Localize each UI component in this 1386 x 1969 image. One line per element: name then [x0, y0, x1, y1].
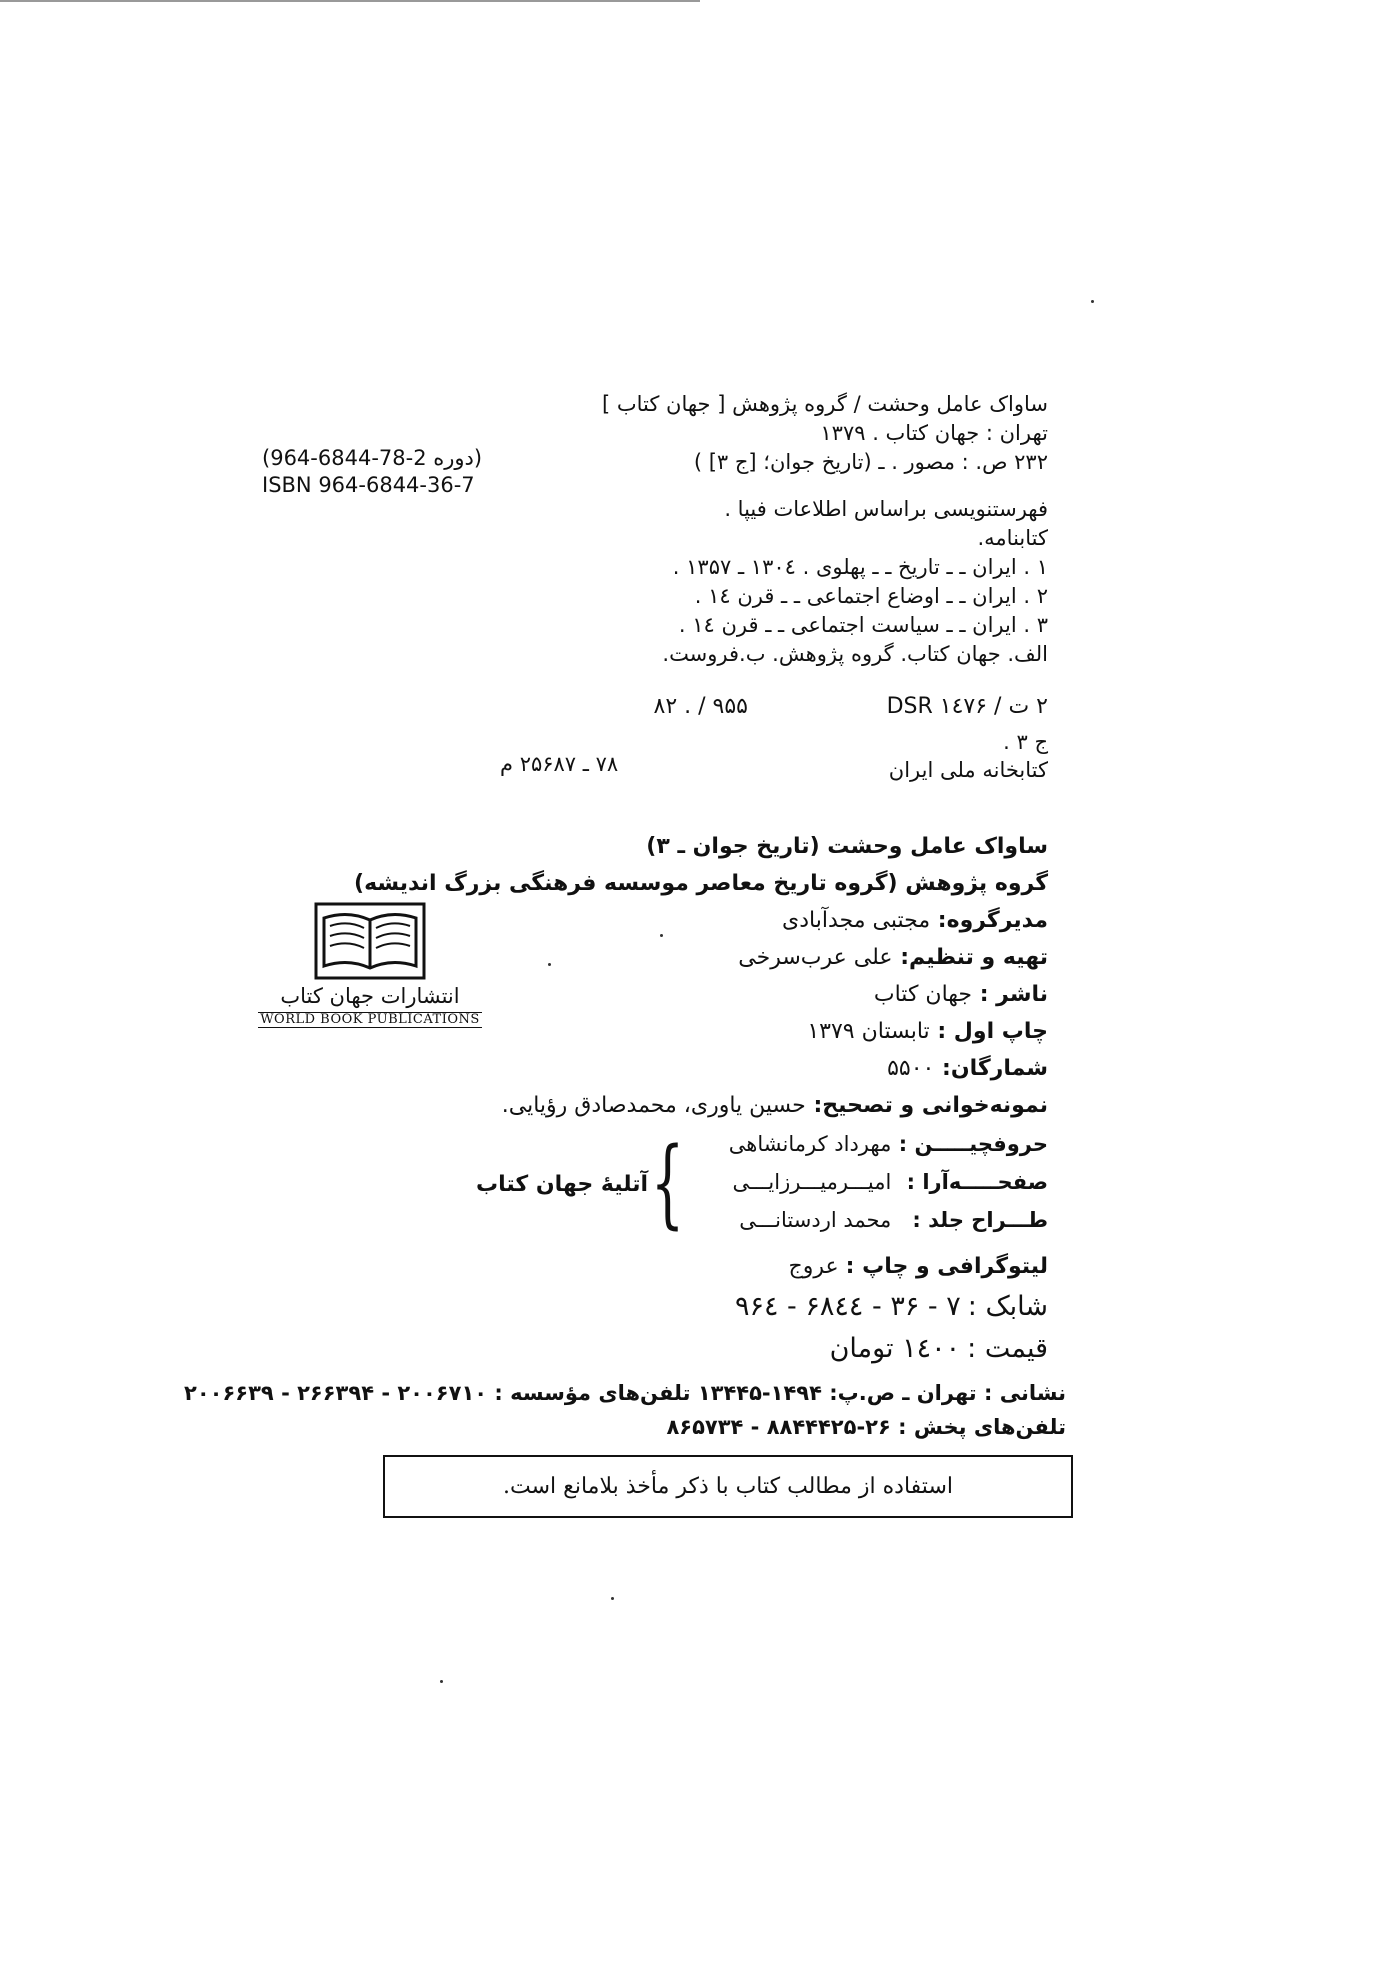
edition-label: چاپ اول : — [937, 1019, 1048, 1044]
scan-speck — [1091, 300, 1094, 303]
typesetting-label: حروفچیـــــن : — [898, 1132, 1048, 1156]
cip-isbn-block — [262, 445, 482, 499]
price-row — [735, 1329, 1048, 1371]
cip-collation-line: ۲۳۲ ص. : مصور . ـ (تاریخ جوان؛ [ج ۳] ) — [693, 450, 1048, 474]
isbn-set-number: (دوره 2-78-6844-964) — [262, 446, 483, 470]
proofreading-row — [354, 1087, 1048, 1124]
print-run-value: ۵۵۰۰ — [887, 1056, 935, 1081]
curly-brace-icon: } — [650, 1127, 685, 1239]
publisher-label: ناشر : — [979, 982, 1048, 1007]
scan-speck — [440, 1680, 443, 1683]
national-library-number: ۷۸ ـ ۲۵۶۸۷ م — [500, 752, 619, 776]
studio-name: آتلیهٔ جهان کتاب — [476, 1172, 648, 1197]
cip-title-line: ساواک عامل وحشت / گروه پژوهش [ جهان کتاب ] — [602, 392, 1048, 416]
national-library-label: کتابخانه ملی ایران — [888, 758, 1048, 782]
price-value: ۱٤۰۰ تومان — [829, 1333, 961, 1364]
lc-classification: ۲ ت / DSR ۱٤۷۶ — [886, 694, 1048, 719]
print-details — [735, 1247, 1048, 1371]
price-label: قیمت : — [967, 1333, 1048, 1364]
publisher-row — [354, 976, 1048, 1013]
layout-value: امیـــرمیـــرزایـــی — [732, 1170, 892, 1194]
colophon — [354, 828, 1048, 1124]
litho-value: عروج — [788, 1254, 839, 1279]
isbn-number: ISBN 964-6844-36-7 — [262, 473, 475, 497]
cover-label: طـــراح جلد : — [912, 1208, 1048, 1232]
publisher-value: جهان کتاب — [873, 982, 973, 1007]
address-line: نشانی : تهران ـ ص.پ: ۱۴۹۴-۱۳۴۴۵ تلفن‌های مؤسسه : ۲۰۰۶۷۱۰ - ۲۶۶۳۹۴ - ۲۰۰۶۶۳۹ — [184, 1381, 1066, 1405]
classification-row — [488, 694, 1048, 724]
director-row — [354, 902, 1048, 939]
scan-edge-line — [0, 0, 700, 2]
scan-speck — [660, 934, 663, 937]
print-run-label: شمارگان: — [942, 1056, 1048, 1081]
contact-info — [184, 1376, 1066, 1444]
publisher-logo-name-en: WORLD BOOK PUBLICATIONS — [260, 1012, 480, 1027]
cip-subject-3: ۳ . ایران ـ ـ سیاست اجتماعی ـ ـ قرن ۱٤ . — [678, 613, 1048, 637]
compiler-value: علی عرب‌سرخی — [738, 945, 893, 970]
layout-label: صفحـــــه‌آرا : — [906, 1170, 1048, 1194]
cip-bibliography-line: کتابنامه. — [977, 526, 1048, 550]
book-title: ساواک عامل وحشت (تاریخ جوان ـ ۳) — [646, 834, 1048, 859]
typesetting-value: مهرداد کرمانشاهی — [728, 1132, 892, 1156]
cip-added-entries: الف. جهان کتاب. گروه پژوهش. ب.فروست. — [662, 642, 1048, 666]
cover-row — [739, 1208, 1048, 1232]
proofreading-value: حسین یاوری، محمدصادق رؤیایی. — [501, 1093, 806, 1118]
compiler-label: تهیه و تنظیم: — [900, 945, 1048, 970]
typesetting-row — [729, 1132, 1048, 1156]
cip-note-line: فهرستنویسی براساس اطلاعات فیپا . — [724, 497, 1048, 521]
compiler-row — [354, 939, 1048, 976]
book-author: گروه پژوهش (گروه تاریخ معاصر موسسه فرهنگی بزرگ اندیشه) — [354, 871, 1048, 896]
layout-row — [732, 1170, 1048, 1194]
edition-value: تابستان ۱۳۷۹ — [807, 1019, 930, 1044]
cutter-number: ج ۳ . — [1003, 730, 1048, 754]
print-run-row — [354, 1050, 1048, 1087]
cip-library-block — [889, 728, 1048, 784]
cip-imprint-line: تهران : جهان کتاب . ۱۳۷۹ — [820, 421, 1048, 445]
production-staff — [328, 1127, 1048, 1242]
shabak-value: ۷ - ۳۶ - ۶۸٤٤ - ۹۶٤ — [734, 1291, 961, 1322]
distribution-phones: تلفن‌های پخش : ۲۶-۸۸۴۴۴۲۵ - ۸۶۵۷۳۴ — [666, 1415, 1066, 1439]
copyright-notice — [383, 1455, 1073, 1518]
scan-speck — [611, 1597, 614, 1600]
litho-row — [735, 1247, 1048, 1287]
cip-subject-2: ۲ . ایران ـ ـ اوضاع اجتماعی ـ ـ قرن ۱٤ . — [694, 584, 1048, 608]
litho-label: لیتوگرافی و چاپ : — [845, 1254, 1048, 1279]
publisher-logo-name-fa: انتشارات جهان کتاب — [280, 984, 460, 1008]
dewey-classification: ۹۵۵ / . ۸۲ — [653, 694, 748, 719]
director-label: مدیرگروه: — [937, 908, 1048, 933]
cip-record — [348, 390, 1048, 669]
director-value: مجتبی مجدآبادی — [782, 908, 931, 933]
cip-subject-1: ۱ . ایران ـ ـ تاریخ ـ ـ پهلوی . ۱۳۰٤ ـ ۱۳۵۷ . — [672, 555, 1048, 579]
shabak-label: شابک : — [967, 1291, 1048, 1322]
scan-speck — [548, 963, 551, 966]
edition-row — [354, 1013, 1048, 1050]
proofreading-label: نمونه‌خوانی و تصحیح: — [813, 1093, 1048, 1118]
cover-value: محمد اردستانـــی — [739, 1208, 892, 1232]
shabak-row — [735, 1287, 1048, 1329]
copyright-notice-text: استفاده از مطالب کتاب با ذکر مأخذ بلامانع است. — [503, 1474, 953, 1499]
